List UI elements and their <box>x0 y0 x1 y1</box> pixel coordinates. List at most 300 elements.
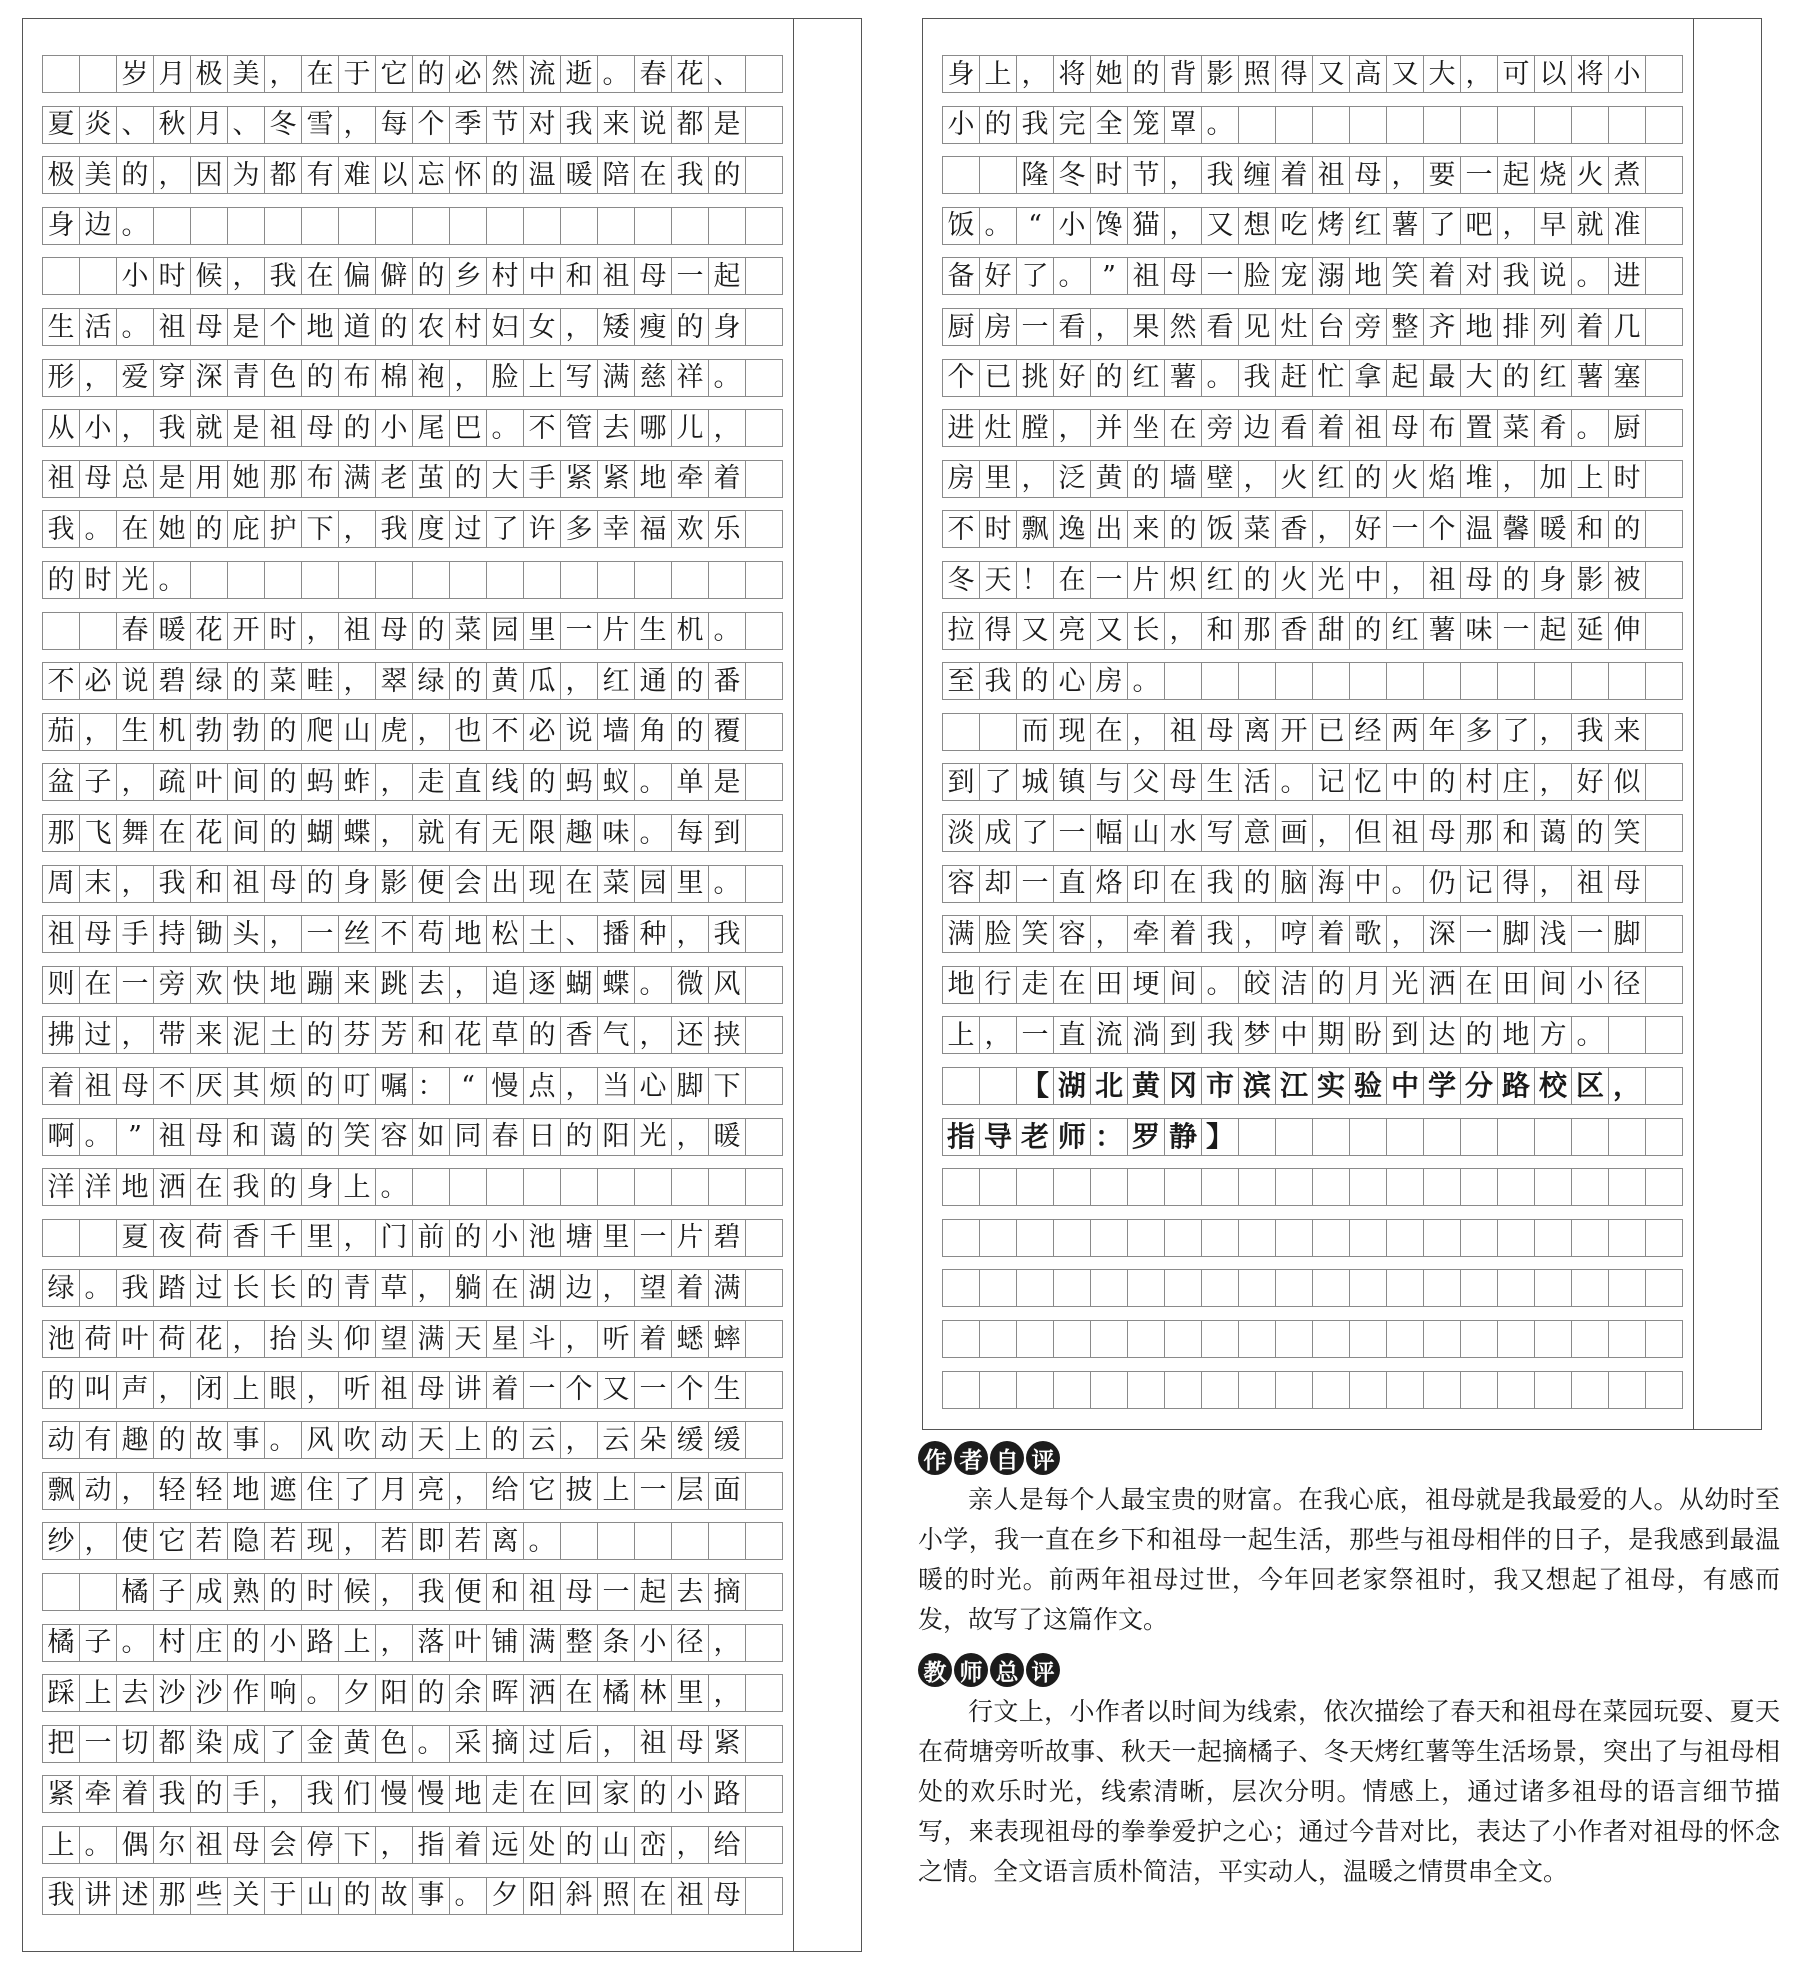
grid-cell <box>153 207 191 245</box>
grid-cell: 村 <box>1460 763 1498 801</box>
grid-cell: 农 <box>412 308 450 346</box>
grid-cell: 瓜 <box>523 662 561 700</box>
grid-cell: 覆 <box>708 713 746 751</box>
grid-cell: 在 <box>1164 865 1202 903</box>
grid-cell: 飘 <box>1016 510 1054 548</box>
grid-cell <box>375 207 413 245</box>
left-sheet-margin-line <box>793 19 794 1951</box>
grid-cell: 小 <box>1571 966 1609 1004</box>
grid-cell: 那 <box>1238 612 1276 650</box>
grid-cell <box>942 1320 980 1358</box>
left-grid-row <box>42 1573 782 1611</box>
grid-cell: 洋 <box>42 1168 80 1206</box>
grid-cell: 旁 <box>1349 308 1387 346</box>
grid-cell: 但 <box>1349 814 1387 852</box>
grid-cell: 与 <box>1090 763 1128 801</box>
grid-cell: 在 <box>634 156 672 194</box>
grid-cell: 蚁 <box>597 763 635 801</box>
grid-cell: 蟀 <box>708 1320 746 1358</box>
grid-cell <box>597 1522 635 1560</box>
grid-cell: ， <box>375 1573 413 1611</box>
grid-cell: 时 <box>1608 460 1646 498</box>
grid-cell: ， <box>116 865 154 903</box>
grid-cell <box>1571 1168 1609 1206</box>
grid-cell: 年 <box>1423 713 1461 751</box>
grid-cell <box>1423 1320 1461 1358</box>
grid-cell <box>745 510 783 548</box>
grid-cell <box>1534 1118 1572 1156</box>
grid-cell: 了 <box>1423 207 1461 245</box>
grid-cell: 橘 <box>42 1624 80 1662</box>
grid-cell: ， <box>1164 156 1202 194</box>
grid-cell <box>560 1522 598 1560</box>
grid-cell <box>1127 1168 1165 1206</box>
grid-cell: 紧 <box>42 1775 80 1813</box>
grid-cell: 。 <box>634 763 672 801</box>
grid-cell: 吃 <box>1275 207 1313 245</box>
grid-cell: ， <box>375 814 413 852</box>
grid-cell: 在 <box>190 1168 228 1206</box>
grid-cell: 深 <box>190 359 228 397</box>
right-grid-row <box>942 156 1682 194</box>
grid-cell <box>979 1219 1017 1257</box>
grid-cell: 中 <box>523 257 561 295</box>
grid-cell: 峦 <box>634 1826 672 1864</box>
grid-cell: 区 <box>1571 1067 1609 1105</box>
grid-cell: ， <box>412 1269 450 1307</box>
grid-cell: 不 <box>42 662 80 700</box>
grid-cell <box>671 1522 709 1560</box>
grid-cell <box>1534 1371 1572 1409</box>
grid-cell <box>79 612 117 650</box>
grid-cell: 脚 <box>1497 915 1535 953</box>
grid-cell: 多 <box>1460 713 1498 751</box>
grid-cell: 小 <box>116 257 154 295</box>
grid-cell: ， <box>1534 763 1572 801</box>
grid-cell: 师 <box>1053 1118 1091 1156</box>
grid-cell: 线 <box>486 763 524 801</box>
grid-cell: 风 <box>708 966 746 1004</box>
grid-cell: ， <box>708 409 746 447</box>
grid-cell <box>1534 1269 1572 1307</box>
grid-cell: 饭 <box>942 207 980 245</box>
grid-cell: 趣 <box>116 1421 154 1459</box>
grid-cell: 动 <box>375 1421 413 1459</box>
grid-cell: 。 <box>1571 257 1609 295</box>
grid-cell <box>1386 1269 1424 1307</box>
grid-cell: 意 <box>1238 814 1276 852</box>
grid-cell: 地 <box>449 915 487 953</box>
grid-cell: 缠 <box>1238 156 1276 194</box>
grid-cell: 欢 <box>190 966 228 1004</box>
grid-cell: 备 <box>942 257 980 295</box>
grid-cell: 在 <box>486 1269 524 1307</box>
grid-cell: 祖 <box>227 865 265 903</box>
grid-cell: 笼 <box>1127 106 1165 144</box>
grid-cell: ， <box>301 1371 339 1409</box>
grid-cell: ， <box>560 1421 598 1459</box>
grid-cell: 黄 <box>338 1725 376 1763</box>
grid-cell: 期 <box>1312 1016 1350 1054</box>
grid-cell: 子 <box>79 1624 117 1662</box>
grid-cell <box>1201 1269 1239 1307</box>
grid-cell: 小 <box>264 1624 302 1662</box>
grid-cell: 熟 <box>227 1573 265 1611</box>
grid-cell: 逝 <box>560 55 598 93</box>
grid-cell: 好 <box>979 257 1017 295</box>
grid-cell: 水 <box>1164 814 1202 852</box>
grid-cell <box>1460 1269 1498 1307</box>
grid-cell: 直 <box>1053 1016 1091 1054</box>
grid-cell: 起 <box>708 257 746 295</box>
grid-cell: 容 <box>942 865 980 903</box>
grid-cell: 小 <box>375 409 413 447</box>
left-grid-row <box>42 662 782 700</box>
grid-cell: 到 <box>708 814 746 852</box>
grid-cell: 说 <box>116 662 154 700</box>
grid-cell <box>1386 662 1424 700</box>
grid-cell: 着 <box>1312 409 1350 447</box>
grid-cell: 花 <box>671 55 709 93</box>
grid-cell: 偶 <box>116 1826 154 1864</box>
grid-cell: 家 <box>597 1775 635 1813</box>
grid-cell: 村 <box>486 257 524 295</box>
grid-cell: 尾 <box>412 409 450 447</box>
grid-cell: 灶 <box>979 409 1017 447</box>
grid-cell: 的 <box>1423 763 1461 801</box>
grid-cell: 一 <box>523 1371 561 1409</box>
grid-cell: 管 <box>560 409 598 447</box>
grid-cell: 隐 <box>227 1522 265 1560</box>
grid-cell: 月 <box>1349 966 1387 1004</box>
grid-cell: 洒 <box>523 1674 561 1712</box>
grid-cell: 牵 <box>671 460 709 498</box>
grid-cell: 一 <box>634 1371 672 1409</box>
grid-cell: 荷 <box>190 1219 228 1257</box>
grid-cell: 红 <box>1534 359 1572 397</box>
grid-cell: 慢 <box>486 1067 524 1105</box>
grid-cell <box>1497 1118 1535 1156</box>
grid-cell: 的 <box>1497 561 1535 599</box>
grid-cell: 满 <box>338 460 376 498</box>
grid-cell: 全 <box>1090 106 1128 144</box>
grid-cell: 纱 <box>42 1522 80 1560</box>
right-grid-row <box>942 55 1682 93</box>
grid-cell: 我 <box>1016 106 1054 144</box>
grid-cell: 走 <box>486 1775 524 1813</box>
grid-cell: 夕 <box>338 1674 376 1712</box>
grid-cell: 几 <box>1608 308 1646 346</box>
grid-cell: ， <box>116 1472 154 1510</box>
grid-cell: 雪 <box>301 106 339 144</box>
grid-cell: 因 <box>190 156 228 194</box>
left-grid-row <box>42 1624 782 1662</box>
grid-cell <box>486 1168 524 1206</box>
grid-cell <box>745 662 783 700</box>
grid-cell: 草 <box>375 1269 413 1307</box>
grid-cell: 中 <box>1386 1067 1424 1105</box>
left-grid-row <box>42 1674 782 1712</box>
grid-cell: 阳 <box>375 1674 413 1712</box>
grid-cell <box>1164 1269 1202 1307</box>
grid-cell: “ <box>449 1067 487 1105</box>
grid-cell: 成 <box>227 1725 265 1763</box>
grid-cell: 被 <box>1608 561 1646 599</box>
grid-cell: 上 <box>79 1674 117 1712</box>
grid-cell: ， <box>153 156 191 194</box>
grid-cell: 薯 <box>1164 359 1202 397</box>
grid-cell: 道 <box>338 308 376 346</box>
grid-cell: 金 <box>301 1725 339 1763</box>
grid-cell <box>1349 1269 1387 1307</box>
grid-cell <box>671 561 709 599</box>
grid-cell: 不 <box>942 510 980 548</box>
grid-cell: 在 <box>116 510 154 548</box>
grid-cell <box>1497 1269 1535 1307</box>
right-grid-row <box>942 257 1682 295</box>
grid-cell: 的 <box>486 156 524 194</box>
grid-cell <box>745 1573 783 1611</box>
grid-cell: 个 <box>1423 510 1461 548</box>
grid-cell: 通 <box>634 662 672 700</box>
grid-cell: 福 <box>634 510 672 548</box>
grid-cell: ， <box>1053 409 1091 447</box>
grid-cell: 对 <box>1460 257 1498 295</box>
right-grid-row <box>942 612 1682 650</box>
grid-cell: 边 <box>560 1269 598 1307</box>
grid-cell: 祖 <box>1571 865 1609 903</box>
grid-cell <box>190 561 228 599</box>
grid-cell <box>1645 1118 1683 1156</box>
grid-cell: ， <box>1386 915 1424 953</box>
grid-cell <box>1645 1320 1683 1358</box>
grid-cell: ， <box>79 1522 117 1560</box>
grid-cell: ， <box>1497 207 1535 245</box>
grid-cell: 菜 <box>597 865 635 903</box>
grid-cell <box>227 561 265 599</box>
grid-cell <box>1497 1168 1535 1206</box>
grid-cell: 就 <box>1571 207 1609 245</box>
grid-cell: 踏 <box>153 1269 191 1307</box>
grid-cell: 后 <box>560 1725 598 1763</box>
grid-cell: ， <box>597 1269 635 1307</box>
grid-cell: 周 <box>42 865 80 903</box>
grid-cell: 岁 <box>116 55 154 93</box>
grid-cell: 一 <box>1016 865 1054 903</box>
grid-cell: 土 <box>264 1016 302 1054</box>
grid-cell <box>1497 662 1535 700</box>
grid-cell <box>412 561 450 599</box>
grid-cell: 笑 <box>1608 814 1646 852</box>
right-grid-row <box>942 207 1682 245</box>
grid-cell: 母 <box>79 460 117 498</box>
grid-cell: 又 <box>1201 207 1239 245</box>
grid-cell: 庇 <box>227 510 265 548</box>
grid-cell: 成 <box>190 1573 228 1611</box>
grid-cell: 了 <box>1016 814 1054 852</box>
grid-cell <box>1645 156 1683 194</box>
grid-cell: 火 <box>1275 561 1313 599</box>
right-grid-row <box>942 1118 1682 1156</box>
grid-cell <box>745 1168 783 1206</box>
left-grid-row <box>42 510 782 548</box>
grid-cell: 我 <box>153 409 191 447</box>
grid-cell <box>1571 1118 1609 1156</box>
grid-cell: 跳 <box>375 966 413 1004</box>
grid-cell: 最 <box>1423 359 1461 397</box>
grid-cell: 现 <box>301 1522 339 1560</box>
grid-cell: 快 <box>227 966 265 1004</box>
grid-cell: 叶 <box>116 1320 154 1358</box>
grid-cell: 皎 <box>1238 966 1276 1004</box>
grid-cell <box>1016 1320 1054 1358</box>
grid-cell: ， <box>1497 460 1535 498</box>
grid-cell: 中 <box>1275 1016 1313 1054</box>
grid-cell: 、 <box>560 915 598 953</box>
grid-cell: 果 <box>1127 308 1165 346</box>
grid-cell: 挟 <box>708 1016 746 1054</box>
grid-cell: 的 <box>1238 561 1276 599</box>
grid-cell <box>979 1371 1017 1409</box>
grid-cell: ， <box>1238 915 1276 953</box>
grid-cell: 时 <box>79 561 117 599</box>
grid-cell: 。 <box>375 1168 413 1206</box>
grid-cell <box>1053 1219 1091 1257</box>
grid-cell: 极 <box>190 55 228 93</box>
grid-cell: 。 <box>634 966 672 1004</box>
grid-cell: 好 <box>1571 763 1609 801</box>
grid-cell: 宠 <box>1275 257 1313 295</box>
grid-cell: 美 <box>227 55 265 93</box>
author-comment-text: 亲人是每个人最宝贵的财富。在我心底，祖母就是我最爱的人。从幼时至小学，我一直在乡下和祖母一起生活，那些与祖母相伴的日子，是我感到最温暖的时光。前两年祖母过世，今年回老家祭祖时，我又想起了祖母，有感而发，故写了这篇作文。 <box>918 1485 1780 1634</box>
grid-cell: 当 <box>597 1067 635 1105</box>
right-grid-row <box>942 409 1682 447</box>
grid-cell <box>1349 1371 1387 1409</box>
grid-cell <box>1238 1118 1276 1156</box>
grid-cell: 个 <box>671 1371 709 1409</box>
grid-cell <box>1053 1371 1091 1409</box>
grid-cell: 的 <box>116 156 154 194</box>
grid-cell <box>1164 1168 1202 1206</box>
grid-cell <box>1016 1219 1054 1257</box>
grid-cell: 和 <box>1571 510 1609 548</box>
right-grid-row <box>942 713 1682 751</box>
grid-cell: 母 <box>1386 409 1424 447</box>
grid-cell: 烧 <box>1534 156 1572 194</box>
grid-cell <box>42 1573 80 1611</box>
grid-cell: 小 <box>942 106 980 144</box>
grid-cell: 地 <box>942 966 980 1004</box>
grid-cell: 的 <box>523 763 561 801</box>
grid-cell: 躺 <box>449 1269 487 1307</box>
grid-cell <box>227 207 265 245</box>
grid-cell: 的 <box>264 1168 302 1206</box>
grid-cell: 。 <box>1201 359 1239 397</box>
grid-cell <box>1645 1067 1683 1105</box>
grid-cell: ， <box>116 1016 154 1054</box>
grid-cell: 、 <box>116 106 154 144</box>
grid-cell: 。 <box>1201 966 1239 1004</box>
grid-cell: 穿 <box>153 359 191 397</box>
grid-cell <box>1497 106 1535 144</box>
grid-cell: 碧 <box>708 1219 746 1257</box>
grid-cell: 。 <box>1571 1016 1609 1054</box>
grid-cell: 祖 <box>153 1118 191 1156</box>
grid-cell: 的 <box>301 865 339 903</box>
grid-cell: 北 <box>1090 1067 1128 1105</box>
grid-cell: ， <box>375 763 413 801</box>
grid-cell <box>1386 1219 1424 1257</box>
grid-cell: 馨 <box>1497 510 1535 548</box>
grid-cell: 蚱 <box>338 763 376 801</box>
grid-cell: 得 <box>979 612 1017 650</box>
grid-cell <box>1016 1371 1054 1409</box>
grid-cell: 叶 <box>449 1624 487 1662</box>
grid-cell: 边 <box>1238 409 1276 447</box>
grid-cell: 膛 <box>1016 409 1054 447</box>
left-grid-row <box>42 1522 782 1560</box>
grid-cell: 了 <box>486 510 524 548</box>
grid-cell: 火 <box>1275 460 1313 498</box>
grid-cell <box>1164 1219 1202 1257</box>
grid-cell: 的 <box>671 308 709 346</box>
grid-cell: 月 <box>375 1472 413 1510</box>
grid-cell: 勃 <box>227 713 265 751</box>
grid-cell: 身 <box>301 1168 339 1206</box>
grid-cell <box>634 561 672 599</box>
grid-cell: 。 <box>449 1877 487 1915</box>
right-grid-row <box>942 561 1682 599</box>
grid-cell <box>1275 106 1313 144</box>
grid-cell: 和 <box>1497 814 1535 852</box>
grid-cell: ， <box>1386 561 1424 599</box>
right-grid-row <box>942 662 1682 700</box>
grid-cell: 影 <box>375 865 413 903</box>
grid-cell: 虎 <box>375 713 413 751</box>
left-grid-row <box>42 1168 782 1206</box>
grid-cell: 候 <box>338 1573 376 1611</box>
grid-cell: 香 <box>1275 510 1313 548</box>
grid-cell: 。 <box>264 1421 302 1459</box>
grid-cell: 暖 <box>1534 510 1572 548</box>
grid-cell: 矮 <box>597 308 635 346</box>
grid-cell: 的 <box>708 156 746 194</box>
grid-cell <box>979 1168 1017 1206</box>
grid-cell: 祖 <box>1164 713 1202 751</box>
grid-cell: 起 <box>1534 612 1572 650</box>
grid-cell: 春 <box>116 612 154 650</box>
grid-cell: 【 <box>1016 1067 1054 1105</box>
left-grid-row <box>42 1725 782 1763</box>
grid-cell: 荷 <box>153 1320 191 1358</box>
grid-cell: 。 <box>301 1674 339 1712</box>
grid-cell: 动 <box>79 1472 117 1510</box>
grid-cell: 印 <box>1127 865 1165 903</box>
grid-cell: 述 <box>116 1877 154 1915</box>
grid-cell: 甜 <box>1312 612 1350 650</box>
grid-cell: 伸 <box>1608 612 1646 650</box>
right-grid-row <box>942 1067 1682 1105</box>
grid-cell: 地 <box>1497 1016 1535 1054</box>
right-grid-row <box>942 1371 1682 1409</box>
grid-cell: “ <box>1016 207 1054 245</box>
grid-cell <box>449 561 487 599</box>
grid-cell: 个 <box>412 106 450 144</box>
grid-cell: ， <box>979 1016 1017 1054</box>
grid-cell <box>1534 662 1572 700</box>
grid-cell: ， <box>671 1826 709 1864</box>
grid-cell <box>1275 1168 1313 1206</box>
